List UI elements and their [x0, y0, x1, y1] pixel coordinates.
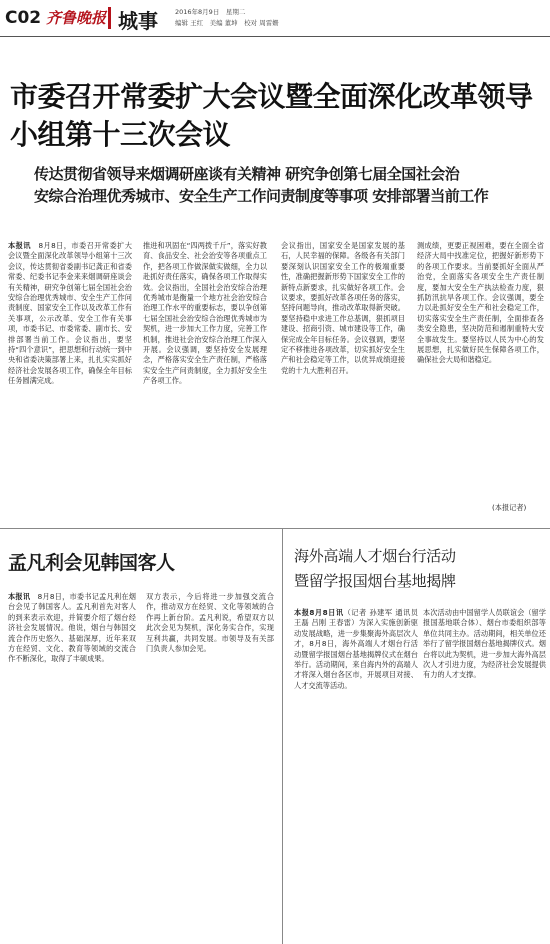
left-col1-text: 8月8日，市委书记孟凡利在烟台会见了韩国客人。孟凡利首先对客人的到来表示欢迎，并简要介绍了烟台经济社会发展情况。他说，烟台与韩国交流合作历史悠久、基础深厚，近年来双方在经贸、文化、教育等领域的交流合作不断深化，取得了丰硕成果。: [8, 592, 136, 664]
left-headline: 孟凡利会见韩国客人: [8, 552, 175, 574]
newspaper-name: 齐鲁晚报: [46, 9, 107, 27]
right-headline-2: 暨留学报国烟台基地揭牌: [294, 572, 456, 590]
main-subhead-1: 传达贯彻省领导来烟调研座谈有关精神 研究争创第七届全国社会治: [34, 165, 460, 183]
page-number: C02: [5, 8, 42, 28]
section-divider: [108, 7, 111, 29]
main-headline: 市委召开常委扩大会议暨全面深化改革领导小组第十三次会议: [10, 80, 533, 151]
left-lead: 本报讯: [8, 592, 31, 601]
main-col4-text: 测成绩，更要正视困难，要在全面全省经济大局中找准定位，把握好新形势下的各项工作要求。当前要抓好全面从严治党，全面落实各项安全生产责任制度，要加大安全生产执法检查力度，狠抓防汛抗旱各项工作。会议强调，要全力以赴抓好安全生产和社会稳定工作，切实落实安全生产责任制，全面排查各类安全隐患，坚决防范和遏制重特大安全事故发生。要坚持以人民为中心的发展思想，扎实做好民生保障各项工作，确保社会大局和谐稳定。: [417, 241, 544, 365]
main-col2-text: 推进和巩固在“四两拨千斤”，落实好教育、食品安全、社会治安等各项重点工作，把各项工作做深做实做细，全力以赴抓好责任落实，确保各项工作取得实效。会议指出，全国社会治安综合治理优秀城市是衡量一个地方社会治安综合治理工作水平的重要标志，要以争创第七届全国社会治安综合治理优秀城市为契机，进一步加大工作力度，完善工作机制，推进社会治安综合治理工作深入开展。会议强调，要坚持安全发展理念，严格落实安全生产责任制，严格落实安全生产问责制度，全力抓好安全生产各项工作。: [143, 241, 267, 386]
right-lead: 本报8月8日讯: [294, 608, 344, 617]
section-title: 城事: [118, 9, 158, 33]
main-subhead-2: 安综合治理优秀城市、安全生产工作问责制度等事项 安排部署当前工作: [34, 187, 489, 205]
main-column-2: [143, 241, 267, 521]
right-column-1: [294, 608, 418, 788]
main-col1-text: 8月8日，市委召开常委扩大会议暨全面深化改革领导小组第十三次会议，传达贯彻省委副书记龚正和省委常委、纪委书记李金来来烟调研座谈会有关精神，研究争创第七届全国社会治安综合治理优秀城市、安全生产工作问责制度、国家安全工作以及改革工作有关事项，公示改革、安全工作有关事项，市委书记、市委常委、副市长、安排部署当前工作。会议指出，要坚持“四个意识”，把思想和行动统一到中央和省委决策部署上来，扎扎实实抓好经济社会发展各项工作，确保全年目标任务圆满完成。: [8, 241, 132, 386]
left-column-2: [146, 592, 274, 792]
main-column-3: [281, 241, 405, 521]
main-byline: (本报记者): [492, 503, 527, 512]
left-column-1: [8, 592, 136, 792]
editor-line: 编辑 王红 美编 董坤 校对 周雷姗: [175, 19, 279, 27]
right-col1-text: （记者 孙建军 通讯员 王磊 吕刚 王春雷）为深入实施创新驱动发展战略，进一步集聚海外高层次人才，8月8日，海外高端人才烟台行活动暨留学报国烟台基地揭牌仪式在烟台举行。活动期间，来自海内外的高端人才将深入烟台各区市，开展项目对接、人才交流等活动。: [294, 608, 418, 690]
left-col2-text: 双方表示，今后将进一步加强交流合作，推动双方在经贸、文化等领域的合作再上新台阶。孟凡利说，希望双方以此次会见为契机，深化务实合作，实现互利共赢，共同发展。市领导及有关部门负责人参加会见。: [146, 592, 274, 654]
main-lead: 本报讯: [8, 241, 31, 250]
main-column-1: [8, 241, 132, 521]
right-col2-text: 本次活动由中国留学人员联谊会（留学报国基地联合体）、烟台市委组织部等单位共同主办。活动期间，相关单位还举行了留学报国烟台基地揭牌仪式。烟台将以此为契机，进一步加大海外高层次人才引进力度，为经济社会发展提供有力的人才支撑。: [423, 608, 546, 680]
column-rule: [282, 528, 283, 944]
header-rule: [0, 36, 550, 37]
main-column-4: [417, 241, 544, 511]
right-headline-1: 海外高端人才烟台行活动: [294, 547, 456, 565]
right-column-2: [423, 608, 546, 798]
section-rule: [0, 528, 550, 529]
date-line: 2016年8月9日 星期二: [175, 8, 246, 16]
page-header: [0, 0, 550, 40]
main-col3-text: 会议指出，国家安全是国家发展的基石，人民幸福的保障。各级各有关部门要深刻认识国家安全工作的极端重要性，准确把握新形势下国家安全工作的新特点新要求，扎实做好各项工作。会议要求，要抓好改革各项任务的落实，坚持问题导向，推动改革取得新突破。要坚持稳中求进工作总基调，狠抓项目建设、招商引资、城市建设等工作，确保完成全年目标任务。会议强调，要坚定不移推进各项改革，切实抓好安全生产和社会稳定等工作，以优异成绩迎接党的十九大胜利召开。: [281, 241, 405, 375]
